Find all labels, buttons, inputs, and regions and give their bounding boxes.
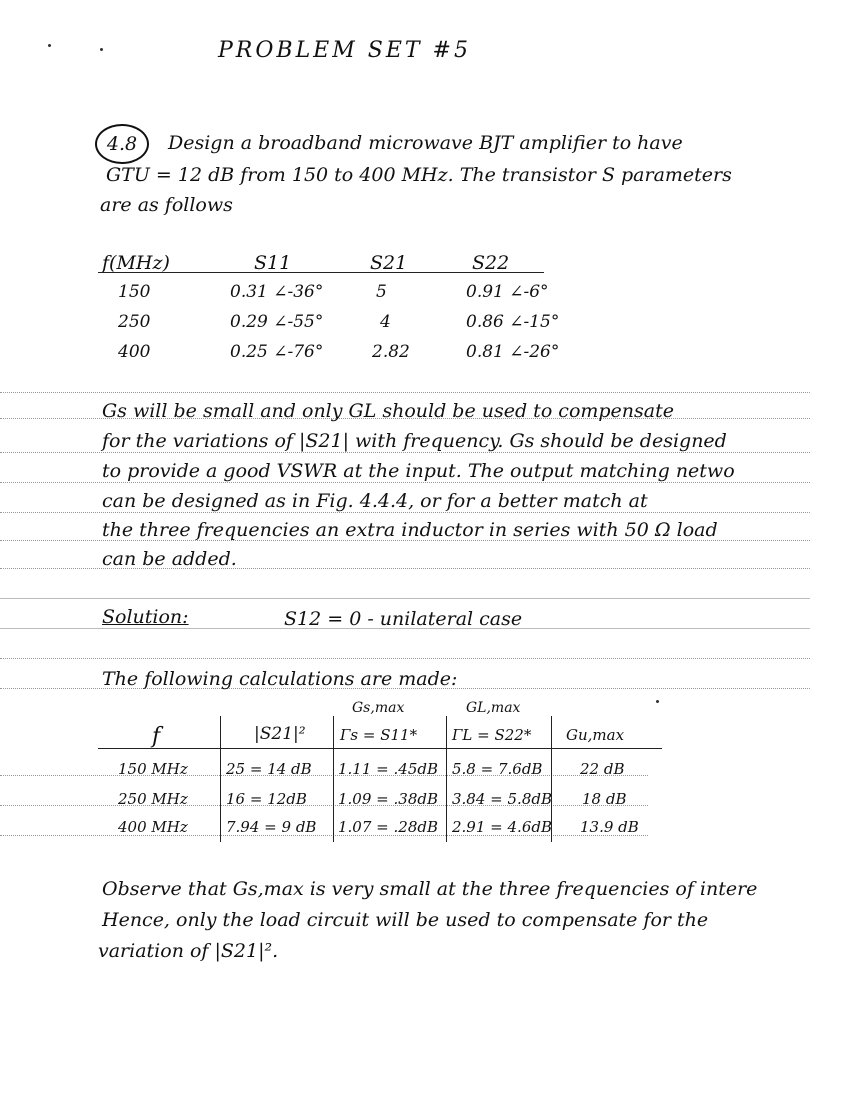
s-table-header-underline — [98, 272, 544, 273]
s-table-header: S22 — [472, 252, 510, 274]
calc-cell: 400 MHz — [118, 818, 188, 836]
calc-cell: 16 = 12dB — [226, 790, 307, 808]
ruled-line — [0, 392, 810, 393]
calc-cell: 2.91 = 4.6dB — [452, 818, 552, 836]
calc-super-header: GL,max — [466, 700, 521, 716]
s-table-cell: 150 — [118, 282, 151, 302]
calc-cell: 250 MHz — [118, 790, 188, 808]
s-table-cell: 0.31 ∠-36° — [230, 282, 324, 302]
solution-text: S12 = 0 - unilateral case — [284, 608, 523, 630]
s-table-cell: 250 — [118, 312, 151, 332]
calc-header: ΓL = S22* — [452, 726, 532, 744]
speckle — [48, 44, 51, 47]
solution-label: Solution: — [102, 606, 189, 628]
s-table-cell: 400 — [118, 342, 151, 362]
notes-line: the three frequencies an extra inductor in series with 50 Ω load — [102, 519, 718, 541]
s-table-cell: 5 — [376, 282, 387, 302]
conclusion-line: Hence, only the load circuit will be used to compensate for the — [102, 909, 709, 931]
s-table-header: S11 — [254, 252, 292, 274]
calc-cell: 1.07 = .28dB — [338, 818, 438, 836]
notes-line: for the variations of |S21| with frequency. Gs should be designed — [102, 430, 727, 452]
s-table-header: f(MHz) — [102, 252, 170, 274]
page-title: PROBLEM SET #5 — [218, 38, 471, 63]
problem-number-circle: 4.8 — [95, 124, 149, 164]
s-table-cell: 0.91 ∠-6° — [466, 282, 549, 302]
s-table-cell: 0.29 ∠-55° — [230, 312, 324, 332]
calc-cell: 13.9 dB — [580, 818, 639, 836]
calc-cell: 25 = 14 dB — [226, 760, 312, 778]
speckle — [100, 48, 103, 51]
problem-text-line: Design a broadband microwave BJT amplifier to have — [168, 132, 683, 154]
calc-header: Γs = S11* — [340, 726, 418, 744]
notes-line: to provide a good VSWR at the input. The output matching netwo — [102, 460, 735, 482]
calc-column-divider — [446, 716, 447, 842]
calc-intro: The following calculations are made: — [102, 668, 458, 690]
calc-cell: 1.11 = .45dB — [338, 760, 438, 778]
ruled-line — [0, 658, 810, 659]
problem-text-line: GTU = 12 dB from 150 to 400 MHz. The transistor S parameters — [106, 164, 732, 186]
notes-line: can be designed as in Fig. 4.4.4, or for a better match at — [102, 490, 648, 512]
calc-header: f — [152, 724, 161, 749]
calc-header: Gu,max — [566, 726, 625, 744]
s-table-cell: 0.25 ∠-76° — [230, 342, 324, 362]
speckle — [656, 700, 659, 703]
notes-line: Gs will be small and only GL should be used to compensate — [102, 400, 674, 422]
calc-cell: 3.84 = 5.8dB — [452, 790, 552, 808]
calc-cell: 150 MHz — [118, 760, 188, 778]
conclusion-line: variation of |S21|². — [98, 940, 279, 962]
notes-line: can be added. — [102, 548, 237, 570]
calc-cell: 5.8 = 7.6dB — [452, 760, 543, 778]
problem-text-line: are as follows — [100, 194, 233, 216]
calc-column-divider — [333, 716, 334, 842]
s-table-cell: 0.86 ∠-15° — [466, 312, 560, 332]
calc-cell: 22 dB — [580, 760, 625, 778]
s-table-header: S21 — [370, 252, 408, 274]
calc-header-underline — [98, 748, 662, 749]
calc-cell: 1.09 = .38dB — [338, 790, 438, 808]
s-table-cell: 2.82 — [372, 342, 410, 362]
calc-header: |S21|² — [254, 724, 306, 744]
s-table-cell: 4 — [380, 312, 391, 332]
ruled-line — [0, 598, 810, 599]
calc-cell: 7.94 = 9 dB — [226, 818, 317, 836]
s-table-cell: 0.81 ∠-26° — [466, 342, 560, 362]
conclusion-line: Observe that Gs,max is very small at the three frequencies of intere — [102, 878, 758, 900]
calc-cell: 18 dB — [582, 790, 627, 808]
calc-super-header: Gs,max — [352, 700, 405, 716]
calc-column-divider — [220, 716, 221, 842]
